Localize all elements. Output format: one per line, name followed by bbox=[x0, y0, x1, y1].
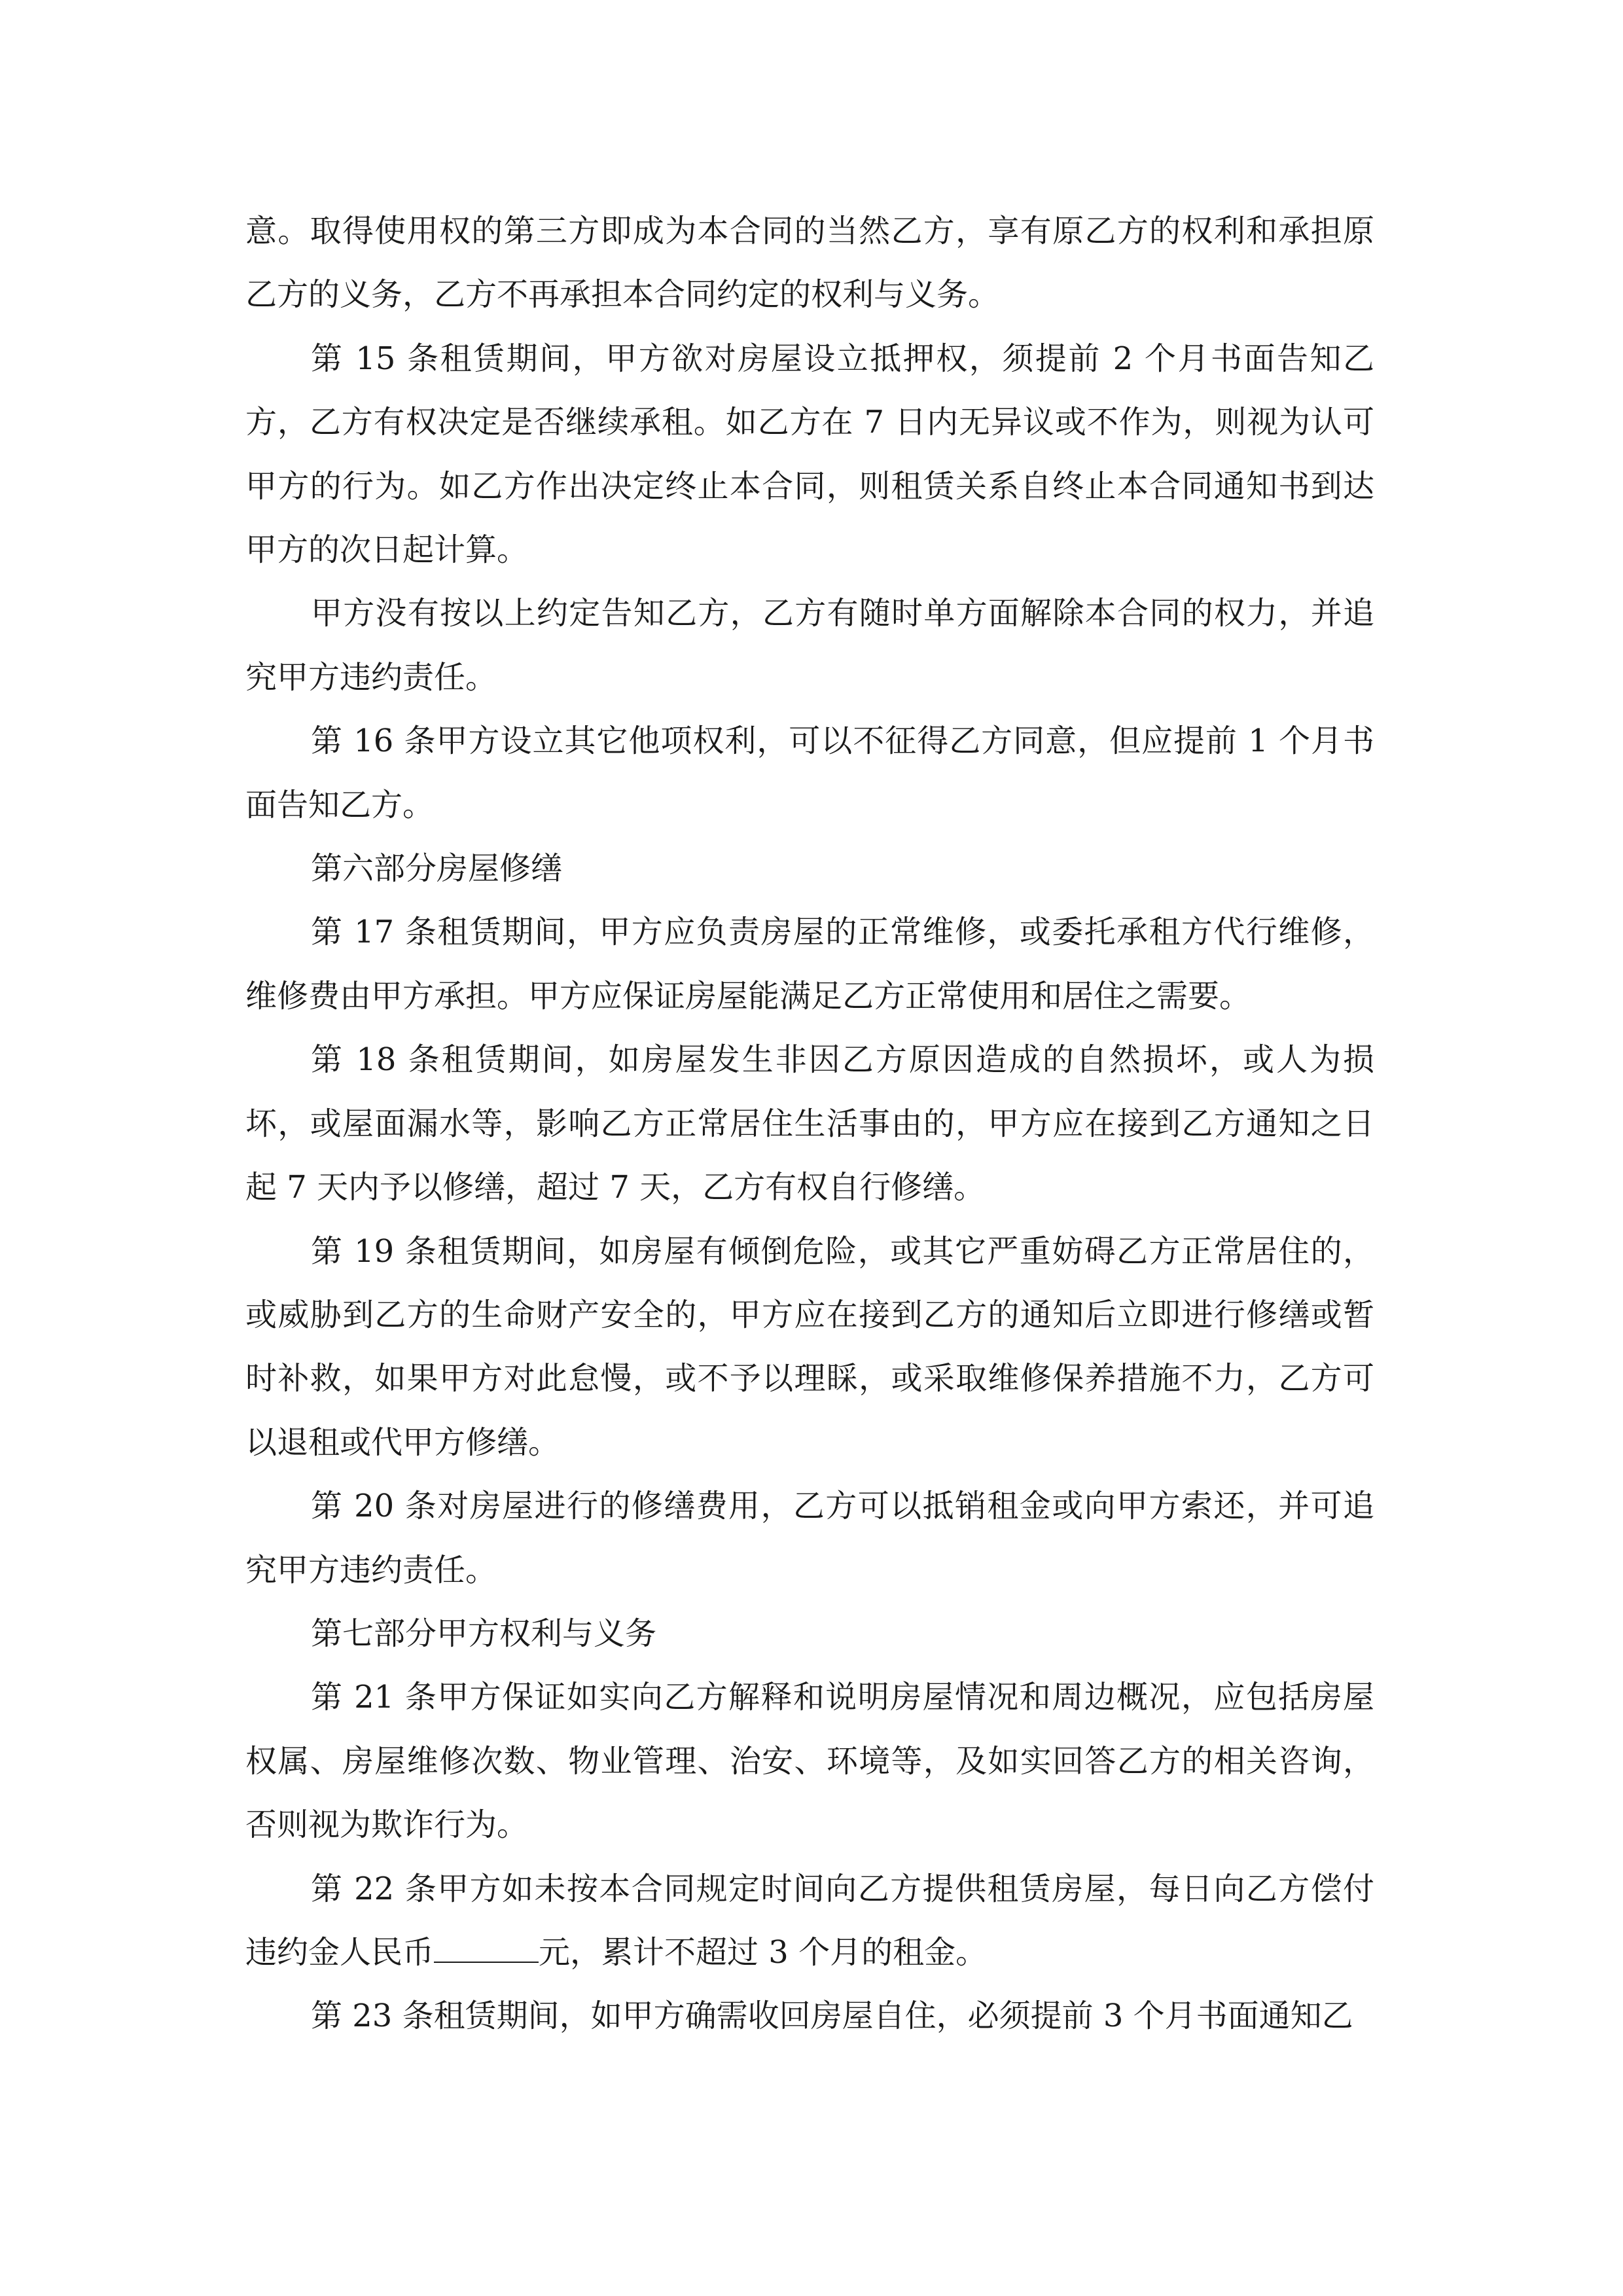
paragraph-article-23: 第 23 条租赁期间，如甲方确需收回房屋自住，必须提前 3 个月书面通知乙 bbox=[311, 1998, 1353, 2035]
article-22-text-after: 元，累计不超过 3 个月的租金。 bbox=[539, 1933, 988, 1971]
amount-blank-field bbox=[434, 1927, 539, 1963]
paragraph-article-21: 第 21 条甲方保证如实向乙方解释和说明房屋情况和周边概况，应包括房屋权属、房屋维修次数、物业管理、治安、环境等，及如实回答乙方的相关咨询，否则视为欺诈行为。 bbox=[245, 1679, 1374, 1844]
article-22-text-before: 第 22 条甲方如未按本合同规定时间向乙方提供租赁房屋，每日向乙方偿付违约金人民币 bbox=[245, 1870, 1374, 1971]
paragraph-article-17: 第 17 条租赁期间，甲方应负责房屋的正常维修，或委托承租方代行维修，维修费由甲方承担。甲方应保证房屋能满足乙方正常使用和居住之需要。 bbox=[245, 914, 1374, 1014]
paragraph-article-16: 第 16 条甲方设立其它他项权利，可以不征得乙方同意，但应提前 1 个月书面告知乙方。 bbox=[245, 723, 1374, 823]
paragraph-notice-breach: 甲方没有按以上约定告知乙方，乙方有随时单方面解除本合同的权力，并追究甲方违约责任。 bbox=[245, 595, 1374, 696]
paragraph-article-18: 第 18 条租赁期间，如房屋发生非因乙方原因造成的自然损坏，或人为损坏，或屋面漏水等，影响乙方正常居住生活事由的，甲方应在接到乙方通知之日起 7 天内予以修缮，超过 7 天，乙方有权自行修缮。 bbox=[245, 1041, 1374, 1206]
section-heading-part-6: 第六部分房屋修缮 bbox=[311, 850, 563, 888]
paragraph-article-15: 第 15 条租赁期间，甲方欲对房屋设立抵押权，须提前 2 个月书面告知乙方，乙方有权决定是否继续承租。如乙方在 7 日内无异议或不作为，则视为认可甲方的行为。如乙方作出决定终止本合同，则租赁关系自终止本合同通知书到达甲方的次日起计算。 bbox=[245, 340, 1374, 569]
paragraph-1: 意。取得使用权的第三方即成为本合同的当然乙方，享有原乙方的权利和承担原乙方的义务，乙方不再承担本合同约定的权利与义务。 bbox=[245, 213, 1374, 314]
section-heading-part-7: 第七部分甲方权利与义务 bbox=[311, 1615, 657, 1652]
paragraph-article-19: 第 19 条租赁期间，如房屋有倾倒危险，或其它严重妨碍乙方正常居住的，或威胁到乙方的生命财产安全的，甲方应在接到乙方的通知后立即进行修缮或暂时补救，如果甲方对此怠慢，或不予以理睬，或采取维修保养措施不力，乙方可以退租或代甲方修缮。 bbox=[245, 1232, 1374, 1461]
paragraph-article-22 bbox=[245, 1857, 1374, 1985]
paragraph-article-20: 第 20 条对房屋进行的修缮费用，乙方可以抵销租金或向甲方索还，并可追究甲方违约责任。 bbox=[245, 1488, 1374, 1588]
